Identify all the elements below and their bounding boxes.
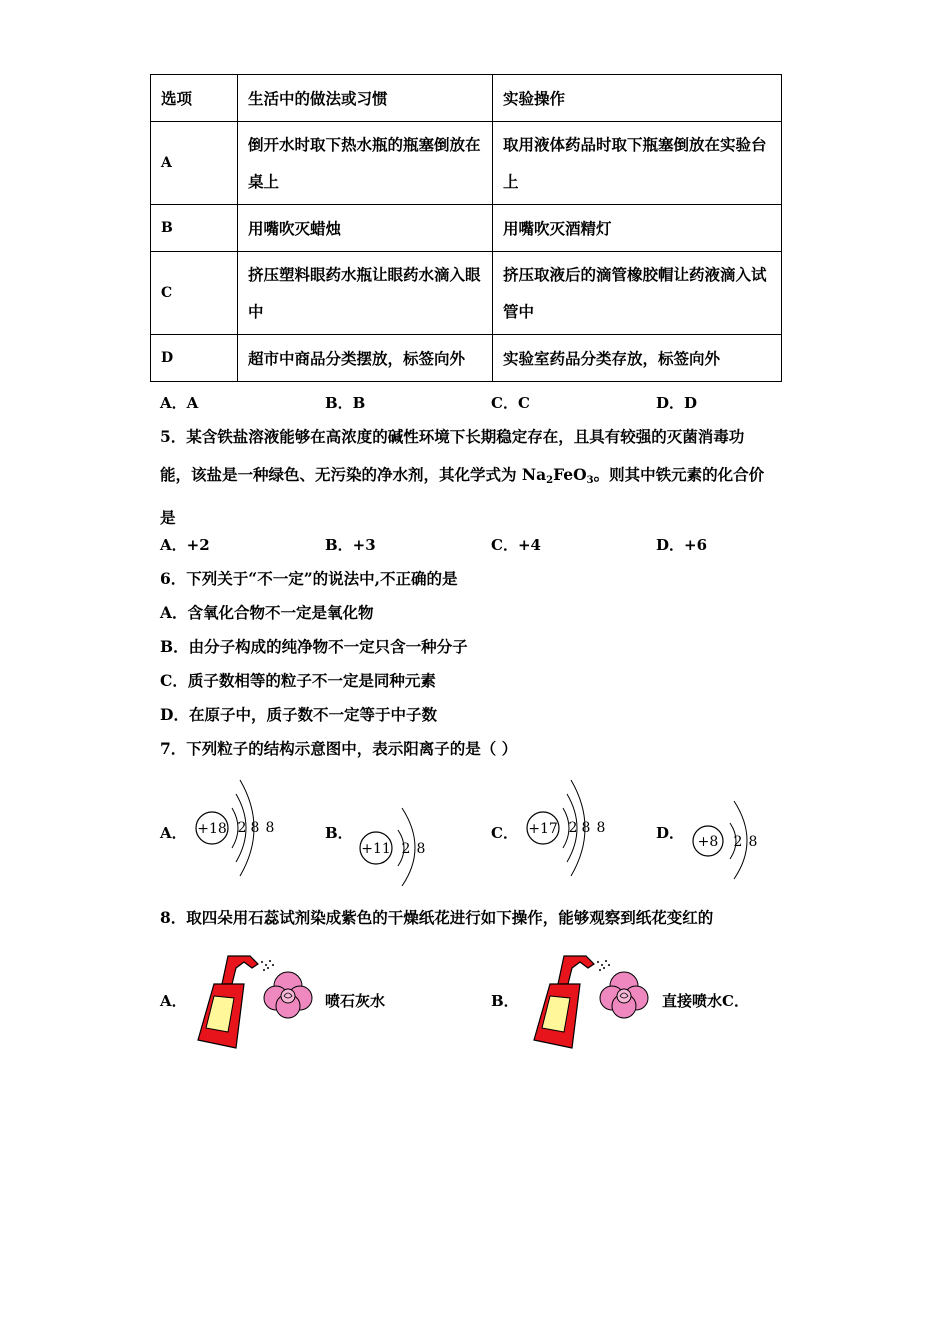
table-header-row xyxy=(151,75,782,122)
q4-table xyxy=(150,74,782,382)
q8-option-a-label: A． xyxy=(160,992,187,1010)
q5-sub1: 2 xyxy=(546,474,554,486)
row-label: A xyxy=(151,122,238,205)
q5-option-a: A．+2 xyxy=(160,536,210,554)
electron-d-1: 2 xyxy=(733,834,743,850)
q5-line1: 5．某含铁盐溶液能够在高浓度的碱性环境下长期稳定存在，且具有较强的灭菌消毒功 xyxy=(160,427,745,446)
nucleus-c: +17 xyxy=(528,821,558,837)
q5-formula-mid: FeO xyxy=(553,464,587,484)
atom-diagram-d xyxy=(690,795,770,885)
q5-stem xyxy=(160,418,795,537)
row-lab: 取用液体药品时取下瓶塞倒放在实验台上 xyxy=(493,122,782,205)
q5-option-b: B．+3 xyxy=(325,536,376,554)
row-lab: 挤压取液后的滴管橡胶帽让药液滴入试管中 xyxy=(493,252,782,335)
electron-a-1: 2 xyxy=(237,820,247,836)
q7-stem: 7．下列粒子的结构示意图中，表示阳离子的是（ ） xyxy=(160,739,518,758)
q5-line2-pre: 能，该盐是一种绿色、无污染的净水剂，其化学式为 Na xyxy=(160,464,547,484)
q6-option-a: A．含氧化合物不一定是氧化物 xyxy=(160,603,374,622)
q5-option-d: D．+6 xyxy=(656,536,708,554)
row-lab: 用嘴吹灭酒精灯 xyxy=(493,205,782,252)
q5-sub2: 3 xyxy=(586,474,594,486)
q4-option-d: D．D xyxy=(656,394,698,412)
spray-bottle-icon xyxy=(198,956,274,1048)
q8-caption-b-text: 直接喷水 xyxy=(662,992,723,1010)
electron-a-2: 8 xyxy=(250,820,260,836)
electron-b-2: 8 xyxy=(416,841,426,857)
row-life: 挤压塑料眼药水瓶让眼药水滴入眼中 xyxy=(238,252,493,335)
q8-option-c-label: C． xyxy=(722,992,749,1010)
atom-diagram-c xyxy=(523,772,613,882)
q6-stem: 6．下列关于“不一定”的说法中,不正确的是 xyxy=(160,569,458,588)
atom-diagram-a xyxy=(192,772,282,882)
electron-c-1: 2 xyxy=(568,820,578,836)
header-option: 选项 xyxy=(151,75,238,122)
q6-option-c: C．质子数相等的粒子不一定是同种元素 xyxy=(160,671,436,690)
row-label: B xyxy=(151,205,238,252)
q5-line2 xyxy=(160,456,795,500)
table-row xyxy=(151,205,782,252)
q8-caption-a: 喷石灰水 xyxy=(325,992,386,1010)
q6-option-d: D．在原子中，质子数不一定等于中子数 xyxy=(160,705,437,724)
header-life: 生活中的做法或习惯 xyxy=(238,75,493,122)
q4-option-b: B．B xyxy=(325,394,366,412)
electron-c-3: 8 xyxy=(596,820,606,836)
row-life: 超市中商品分类摆放，标签向外 xyxy=(238,335,493,382)
table-row xyxy=(151,252,782,335)
table-row xyxy=(151,335,782,382)
q7-option-a-label: A． xyxy=(160,824,187,842)
electron-c-2: 8 xyxy=(581,820,591,836)
q5-line3: 是 xyxy=(160,508,176,527)
q8-caption-b xyxy=(662,990,749,1011)
row-life: 用嘴吹灭蜡烛 xyxy=(238,205,493,252)
paper-flower-icon xyxy=(264,972,312,1018)
nucleus-b: +11 xyxy=(361,841,391,857)
q4-option-a: A．A xyxy=(160,394,199,412)
q8-option-b-label: B． xyxy=(491,992,519,1010)
spray-bottle-icon xyxy=(534,956,610,1048)
q4-option-c: C．C xyxy=(491,394,530,412)
q7-option-d-label: D． xyxy=(656,824,685,842)
q6-option-b: B．由分子构成的纯净物不一定只含一种分子 xyxy=(160,637,468,656)
row-lab: 实验室药品分类存放，标签向外 xyxy=(493,335,782,382)
spray-illustration-b xyxy=(524,948,659,1056)
row-life: 倒开水时取下热水瓶的瓶塞倒放在桌上 xyxy=(238,122,493,205)
electron-d-2: 8 xyxy=(748,834,758,850)
row-label: D xyxy=(151,335,238,382)
header-lab: 实验操作 xyxy=(493,75,782,122)
electron-b-1: 2 xyxy=(401,841,411,857)
atom-diagram-b xyxy=(356,800,436,890)
spray-illustration-a xyxy=(188,948,323,1056)
table-row xyxy=(151,122,782,205)
q8-stem: 8．取四朵用石蕊试剂染成紫色的干燥纸花进行如下操作，能够观察到纸花变红的 xyxy=(160,908,714,927)
row-label: C xyxy=(151,252,238,335)
q5-line2-post: 。则其中铁元素的化合价 xyxy=(593,464,765,484)
q7-option-c-label: C． xyxy=(491,824,518,842)
q5-option-c: C．+4 xyxy=(491,536,541,554)
nucleus-d: +8 xyxy=(697,834,719,850)
electron-a-3: 8 xyxy=(265,820,275,836)
q7-option-b-label: B． xyxy=(325,824,353,842)
nucleus-a: +18 xyxy=(197,821,227,837)
paper-flower-icon xyxy=(600,972,648,1018)
